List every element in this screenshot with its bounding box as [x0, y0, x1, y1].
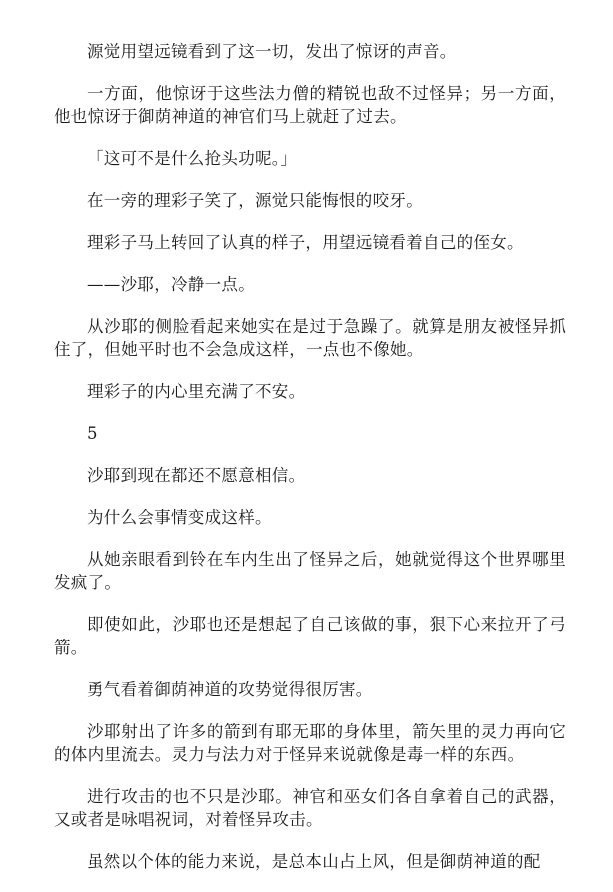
document-page: [54, 40, 566, 892]
paragraph-17: 虽然以个体的能力来说，是总本山占上风，但是御荫神道的配: [87, 852, 541, 871]
paragraph-10: 沙耶到现在都还不愿意相信。: [87, 466, 306, 485]
paragraph-14: 勇气看着御荫神道的攻势觉得很厉害。: [87, 680, 373, 699]
paragraph-4: 在一旁的理彩子笑了，源觉只能悔恨的咬牙。: [87, 191, 423, 210]
paragraph-1: 源觉用望远镜看到了这一切，发出了惊讶的声音。: [87, 42, 457, 61]
paragraph-12: 从她亲眼看到铃在车内生出了怪异之后，她就觉得这个世界哪里发疯了。: [54, 550, 566, 592]
paragraph-16: 进行攻击的也不只是沙耶。神官和巫女们各自拿着自己的武器，又或者是咏唱祝词，对着怪异攻击。: [54, 787, 566, 829]
paragraph-11: 为什么会事情变成这样。: [87, 508, 272, 527]
paragraph-6: ——沙耶，冷静一点。: [87, 275, 255, 294]
paragraph-3: 「这可不是什么抢头功呢。」: [87, 149, 298, 168]
paragraph-15: 沙耶射出了许多的箭到有耶无耶的身体里，箭矢里的灵力再向它的体内里流去。灵力与法力对于怪异来说就像是毒一样的东西。: [54, 722, 566, 764]
section-number: 5: [87, 424, 98, 443]
paragraph-5: 理彩子马上转回了认真的样子，用望远镜看着自己的侄女。: [87, 233, 524, 252]
paragraph-2: 一方面，他惊讶于这些法力僧的精锐也敌不过怪异；另一方面，他也惊讶于御荫神道的神官们马上就赶了过去。: [54, 84, 566, 126]
paragraph-8: 理彩子的内心里充满了不安。: [87, 382, 306, 401]
paragraph-7: 从沙耶的侧脸看起来她实在是过于急躁了。就算是朋友被怪异抓住了，但她平时也不会急成这样，一点也不像她。: [54, 317, 566, 359]
paragraph-13: 即使如此，沙耶也还是想起了自己该做的事，狠下心来拉开了弓箭。: [54, 615, 566, 657]
